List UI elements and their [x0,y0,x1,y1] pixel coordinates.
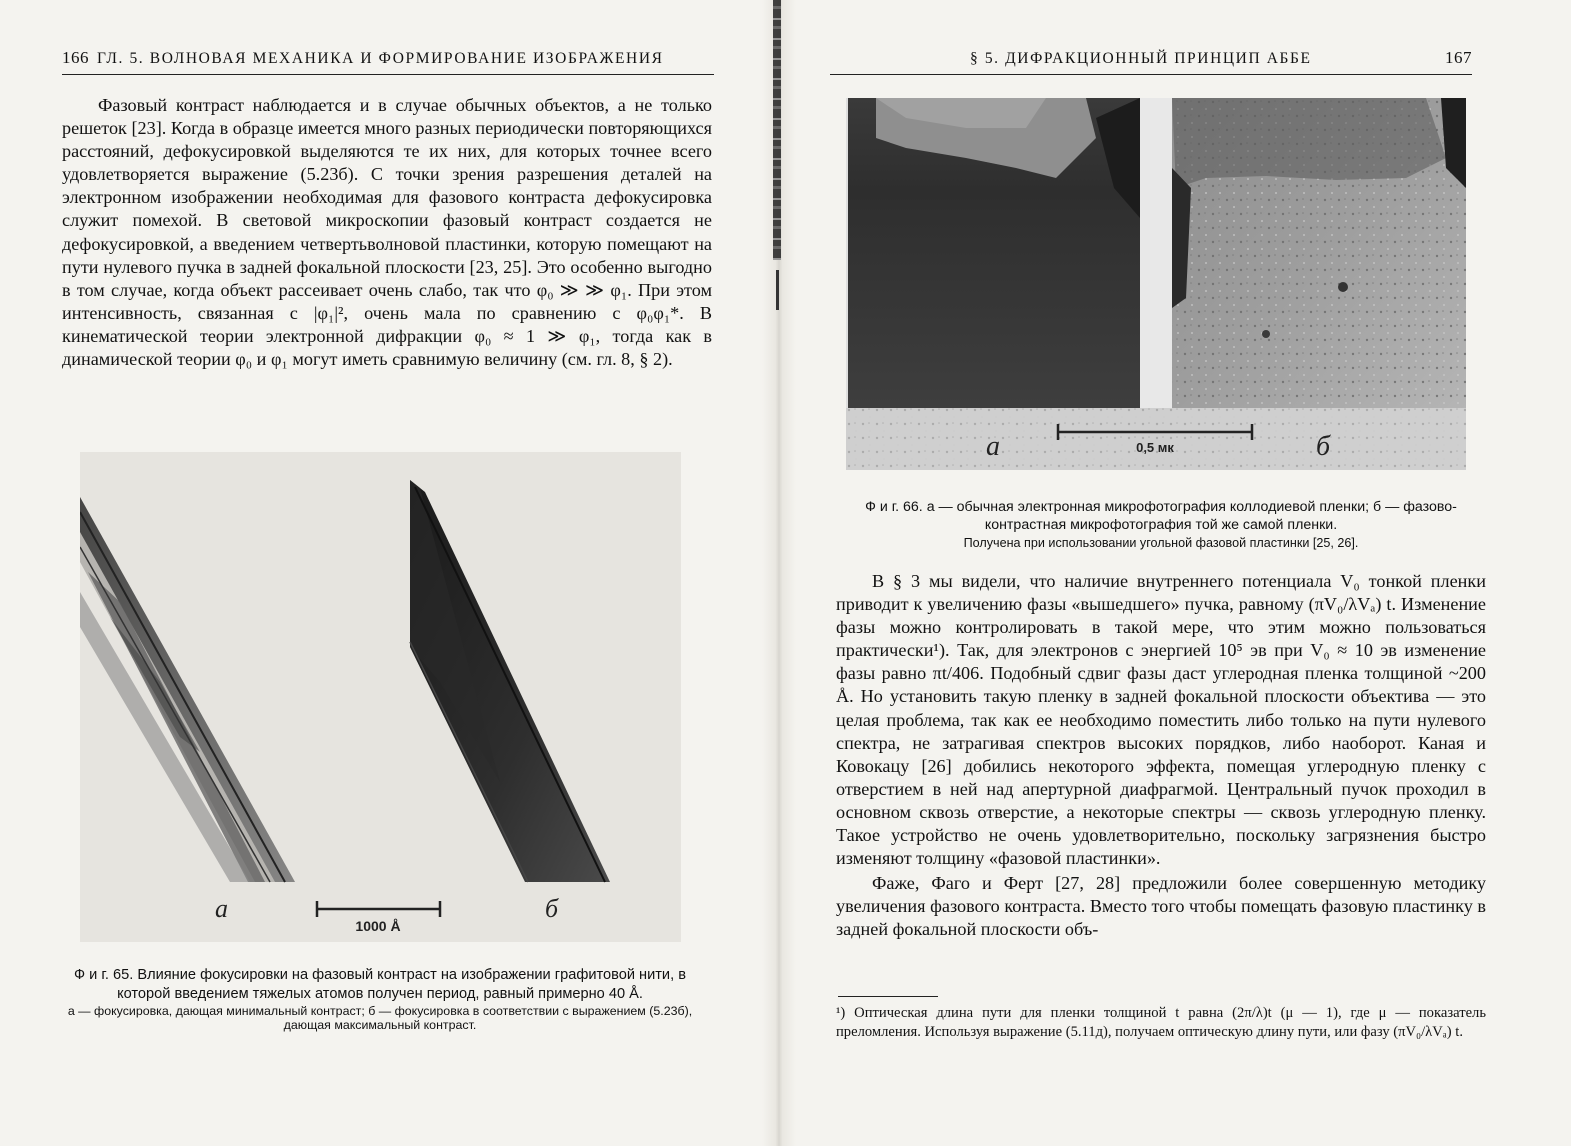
page-number: 167 [1445,48,1472,67]
page-number: 166 [62,48,89,67]
figure-66-image [846,98,1466,470]
panel-label-b: б [545,894,559,923]
paragraph: Фазовый контраст наблюдается и в случае обычных объектов, а не только решеток [23]. Когда в образце имеется много разных периодически повторяющихся расстояний, дефокусировкой выделяются те их них, для которых точнее всего удовлетворяется выражение (5.23б). С точки зрения разрешения деталей на электронном изображении необходимая для фазового контраста дефокусировка служит помехой. В световой микроскопии фазовый контраст создается не дефокусировкой, а введением четвертьволновой пластинки, которую помещают на пути нулевого пучка в задней фокальной плоскости [23, 25]. Это особенно выгодно в том случае, когда объект рассеивает очень слабо, так что φ₀ ≫ ≫ φ₁. При этом интенсивность, связанная с |φ₁|², очень мала по сравнению с φ₀φ₁*. В кинематической теории электронной дифракции φ₀ ≈ 1 ≫ φ₁, тогда как в динамической теории φ₀ и φ₁ могут иметь сравнимую величину (см. гл. 8, § 2). [62,95,712,370]
figure-65-image [80,452,681,942]
body-text [836,570,1486,942]
scale-bar-label: 0,5 мк [1136,440,1174,455]
caption-detail: а — фокусировка, дающая минимальный контраст; б — фокусировка в соответствии с выражением (5.23б), дающая максимальный контраст. [67,1004,693,1032]
scale-bar-label: 1000 Å [355,918,401,934]
footnote-divider [838,996,938,997]
caption-main: Ф и г. 65. Влияние фокусировки на фазовый контраст на изображении графитовой нити, в которой введением тяжелых атомов получен период, равный примерно 40 Å. [74,967,686,1002]
footnote: ¹) Оптическая длина пути для пленки толщиной t равна (2π/λ)t (μ — 1), где μ — показатель преломления. Используя выражение (5.11д), получаем оптическую длину пути, или фазу (πV₀/λVₐ) t. [836,1005,1486,1040]
panel-label-b: б [1316,431,1331,462]
caption-main: Ф и г. 66. а — обычная электронная микрофотография коллодиевой пленки; б — фазово-контрастная микрофотография той же самой пленки. [865,499,1457,533]
figure-66-caption [836,498,1486,552]
scan-artifact [776,270,779,310]
running-header [830,48,1472,75]
figure-65-micrograph [80,452,681,942]
caption-detail: Получена при использовании угольной фазовой пластинки [25, 26]. [963,536,1359,550]
paragraph: В § 3 мы видели, что наличие внутреннего потенциала V₀ тонкой пленки приводит к увеличению фазы «вышедшего» пучка, равному (πV₀/λVₐ) t. Изменение фазы можно контролировать в такой мере, что этим можно пользоваться практически¹). Так, для электронов с энергией 10⁵ эв при V₀ ≈ 10 эв изменение фазы равно πt/406. Подобный сдвиг фазы даст углеродная пленка толщиной ~200 Å. Но установить такую пленку в задней фокальной плоскости объектива — это целая проблема, так как ее необходимо поместить либо только на пути нулевого спектра, не затрагивая спектров высоких порядков, либо наоборот. Каная и Ковокацу [26] добились некоторого эффекта, помещая углеродную пленку с отверстием в ней над апертурной диафрагмой. Центральный пучок проходил в основном сквозь отверстие, а некоторые спектры — сквозь углеродную пленку. Такое устройство не очень удовлетворительно, поскольку загрязнения быстро изменяют толщину «фазовой пластинки». [836,571,1486,869]
left-page [0,0,770,1146]
figure-65-caption [50,966,710,1032]
panel-label-a: a [986,431,1000,462]
figure-66-micrograph [846,98,1466,470]
running-title: ГЛ. 5. ВОЛНОВАЯ МЕХАНИКА И ФОРМИРОВАНИЕ ИЗОБРАЖЕНИЯ [97,50,664,67]
running-header [62,48,714,75]
scan-artifact [773,0,781,260]
panel-label-a: a [215,894,228,923]
running-title: § 5. ДИФРАКЦИОННЫЙ ПРИНЦИП АББЕ [970,50,1312,67]
paragraph: Фаже, Фаго и Ферт [27, 28] предложили более совершенную методику увеличения фазового контраста. Вместо того чтобы помещать фазовую пластинку в задней фокальной плоскости объ- [836,873,1486,940]
body-text [62,94,712,371]
